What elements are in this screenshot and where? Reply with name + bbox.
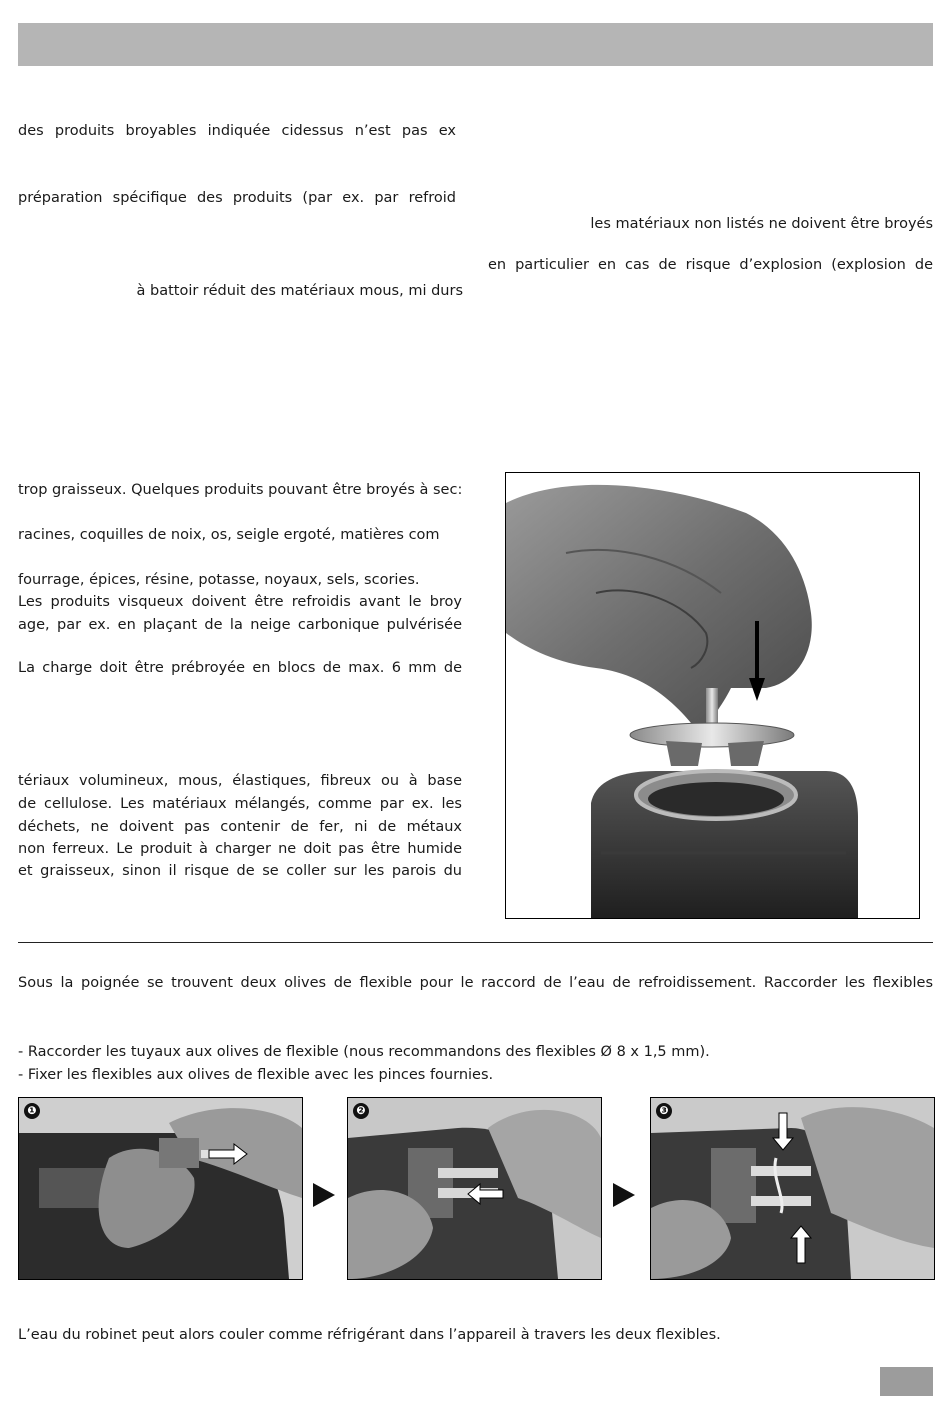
text-line: de cellulose. Les matériaux mélangés, comme par ex. les — [18, 796, 462, 812]
text-line: préparation spécifique des produits (par ex. par refroid — [18, 190, 456, 206]
header-bar — [18, 23, 933, 66]
text-line: déchets, ne doivent pas contenir de fer, ni de métaux — [18, 819, 462, 835]
text-line: fourrage, épices, résine, potasse, noyaux, sels, scories. — [18, 572, 420, 588]
cooling-intro: Sous la poignée se trouvent deux olives de flexible pour le raccord de l’eau de refroidissement. Raccorder les flexibles — [18, 975, 933, 991]
text-line: La charge doit être prébroyée en blocs de max. 6 mm de — [18, 660, 462, 676]
step-number-badge: ❶ — [24, 1103, 40, 1119]
text-line: des produits broyables indiquée cidessus n’est pas ex — [18, 123, 456, 139]
step-number-badge: ❷ — [353, 1103, 369, 1119]
text-line: tériaux volumineux, mous, élastiques, fibreux ou à base — [18, 773, 462, 789]
cooling-footer-text: L’eau du robinet peut alors couler comme réfrigérant dans l’appareil à travers les deux flexibles. — [18, 1327, 721, 1343]
step-number-badge: ❸ — [656, 1103, 672, 1119]
text-line: en particulier en cas de risque d’explosion (explosion de — [488, 257, 933, 273]
text-line: racines, coquilles de noix, os, seigle ergoté, matières com — [18, 527, 440, 543]
text-line: les matériaux non listés ne doivent être broyés — [590, 216, 933, 232]
text-line: et graisseux, sinon il risque de se coller sur les parois du — [18, 863, 462, 879]
next-step-arrow-icon — [613, 1183, 635, 1207]
text-line: age, par ex. en plaçant de la neige carbonique pulvérisée — [18, 617, 462, 633]
text-line: non ferreux. Le produit à charger ne doit pas être humide — [18, 841, 462, 857]
step-1-photo — [18, 1097, 303, 1280]
text-line: Les produits visqueux doivent être refroidis avant le broy — [18, 594, 462, 610]
section-divider — [18, 942, 933, 943]
step-2-photo — [347, 1097, 602, 1280]
text-line: à battoir réduit des matériaux mous, mi durs — [136, 283, 463, 299]
next-step-arrow-icon — [313, 1183, 335, 1207]
page-number-tab — [880, 1367, 933, 1396]
cooling-step-text: - Raccorder les tuyaux aux olives de flexible (nous recommandons des flexibles Ø 8 x 1,5 mm). — [18, 1044, 710, 1060]
grinder-disc-photo — [505, 472, 920, 919]
cooling-step-text: - Fixer les flexibles aux olives de flexible avec les pinces fournies. — [18, 1067, 494, 1083]
step-3-photo — [650, 1097, 935, 1280]
text-line: trop graisseux. Quelques produits pouvant être broyés à sec: — [18, 482, 463, 498]
